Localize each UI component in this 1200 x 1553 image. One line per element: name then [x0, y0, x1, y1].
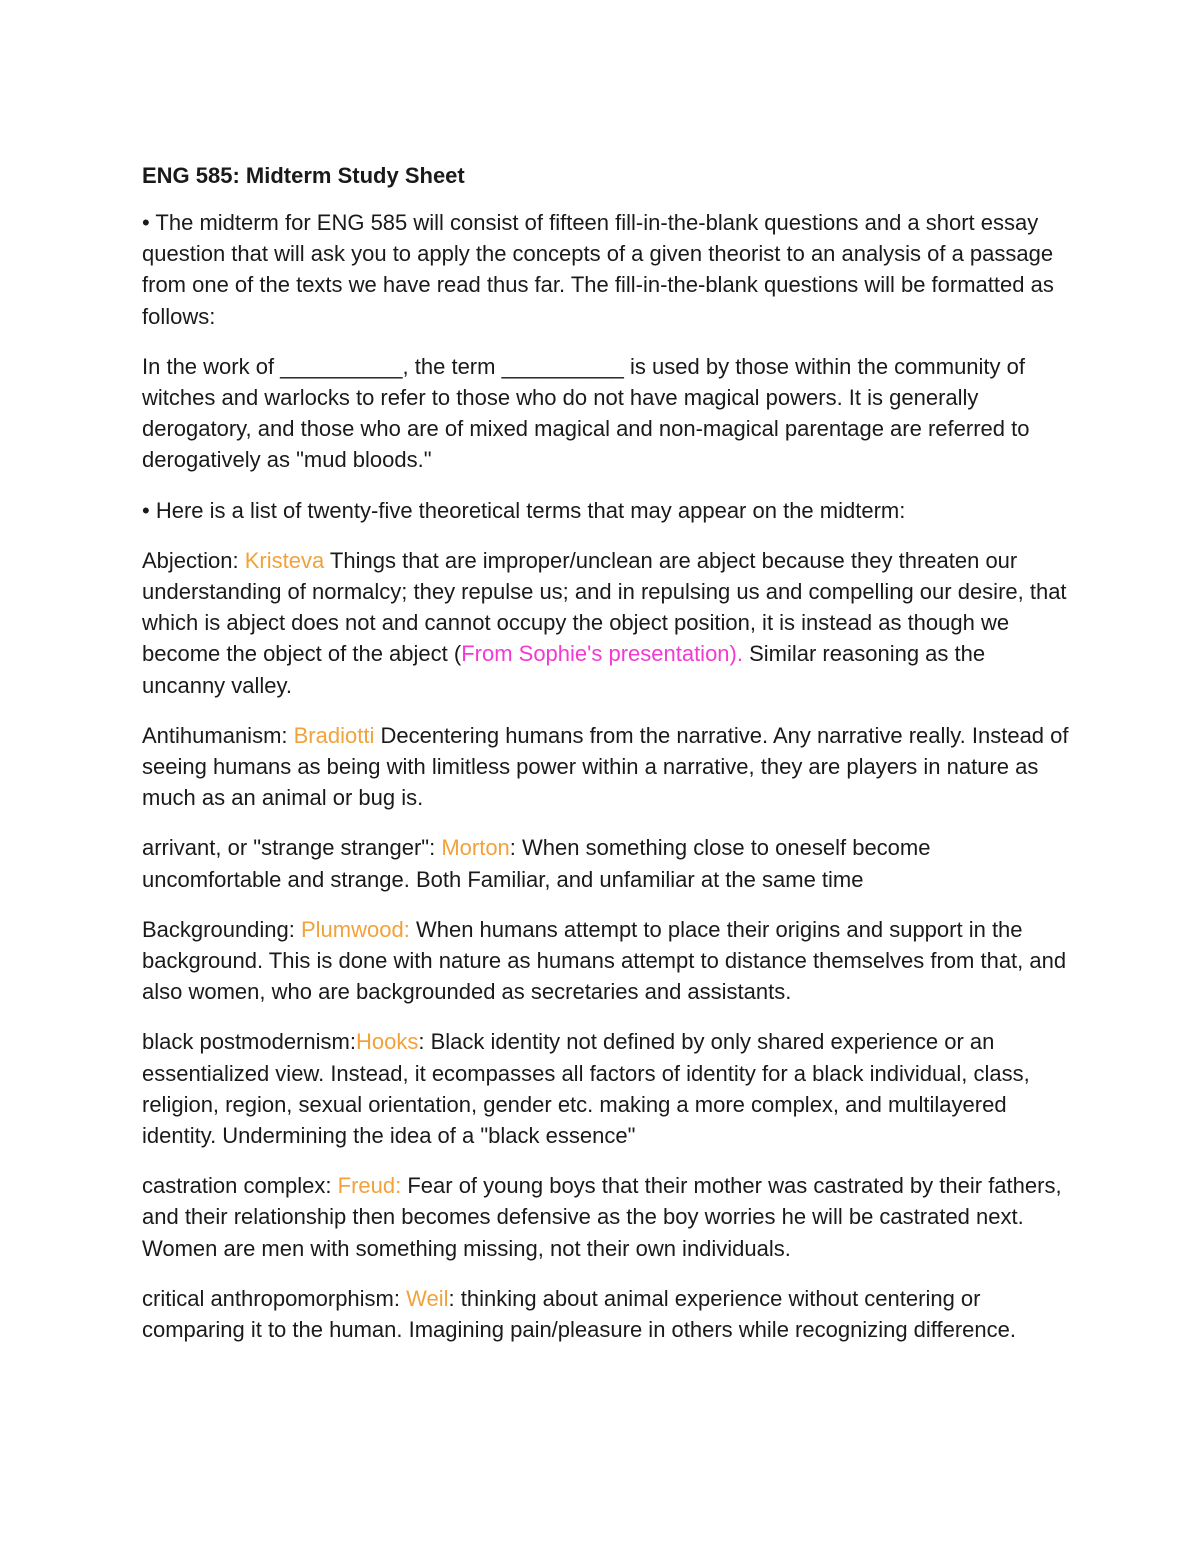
terms-list-intro: • Here is a list of twenty-five theoretical terms that may appear on the midterm: — [142, 497, 906, 523]
term-definition: : Black identity not defined by only shared experience or an essentialized view. Instead, it ecompasses all factors of identity for a black individual, class, religion, region, sexual orientation, gender etc. making a more complex, and multilayered identity. Undermining the idea of a "black essence" — [142, 1029, 1030, 1149]
term-entry-arrivant — [142, 832, 1072, 894]
term-entry-antihumanism — [142, 720, 1072, 814]
term-definition: Things that are improper/unclean are abject because they threaten our understanding of normalcy; they repulse us; and in repulsing us and compelling our desire, that which is abject does not and cannot occupy the object position, it is instead as though we become the object of the abject ( — [142, 547, 1067, 667]
term-definition: : When something close to oneself become uncomfortable and strange. Both Familiar, and unfamiliar at the same time — [142, 835, 931, 892]
theorist-name: Kristeva — [244, 547, 325, 573]
example-question-paragraph: In the work of __________, the term __________ is used by those within the community of witches and warlocks to refer to those who do not have magical powers. It is generally derogatory, and those who are of mixed magical and non-magical parentage are referred to derogatively as "mud bloods." — [142, 353, 1030, 473]
page-title: ENG 585: Midterm Study Sheet — [142, 163, 465, 188]
term-label: castration complex: — [142, 1173, 338, 1199]
term-label: arrivant, or "strange stranger": — [142, 835, 442, 861]
term-label: Backgrounding: — [142, 916, 301, 942]
theorist-name: Weil — [406, 1285, 449, 1311]
presentation-note: From Sophie's presentation). — [461, 641, 743, 667]
term-label: Antihumanism: — [142, 722, 294, 748]
term-label: critical anthropomorphism: — [142, 1285, 407, 1311]
theorist-name: Morton — [441, 835, 510, 861]
term-entry-backgrounding — [142, 914, 1072, 1008]
intro-paragraph: • The midterm for ENG 585 will consist of fifteen fill-in-the-blank questions and a short essay question that will ask you to apply the concepts of a given theorist to an analysis of a passage from one of the texts we have read thus far. The fill-in-the-blank questions will be formatted as follows: — [142, 210, 1054, 329]
term-definition: When humans attempt to place their origins and support in the background. This is done with nature as humans attempt to distance themselves from that, and also women, who are backgrounded as secretaries and assistants. — [142, 916, 1067, 1005]
theorist-name: Plumwood: — [301, 916, 410, 942]
term-definition-tail: Similar reasoning as the uncanny valley. — [142, 641, 986, 698]
term-label: black postmodernism: — [142, 1029, 356, 1055]
term-definition: Fear of young boys that their mother was castrated by their fathers, and their relationship then becomes defensive as the boy worries he will be castrated next. Women are men with something missing, not their own individuals. — [142, 1173, 1062, 1261]
term-entry-black-postmodernism — [142, 1026, 1072, 1151]
theorist-name: Freud: — [337, 1173, 402, 1199]
theorist-name: Bradiotti — [293, 722, 375, 748]
theorist-name: Hooks — [355, 1029, 419, 1055]
term-entry-abjection — [142, 545, 1072, 701]
term-entry-critical-anthropomorphism — [142, 1283, 1072, 1345]
term-definition: : thinking about animal experience without centering or comparing it to the human. Imagining pain/pleasure in others while recognizing difference. — [142, 1285, 1016, 1343]
study-sheet-page — [142, 160, 1072, 1364]
term-label: Abjection: — [142, 547, 245, 573]
term-entry-castration-complex — [142, 1170, 1072, 1264]
term-definition: Decentering humans from the narrative. Any narrative really. Instead of seeing humans as being with limitless power within a narrative, they are players in nature as much as an animal or bug is. — [142, 722, 1069, 811]
